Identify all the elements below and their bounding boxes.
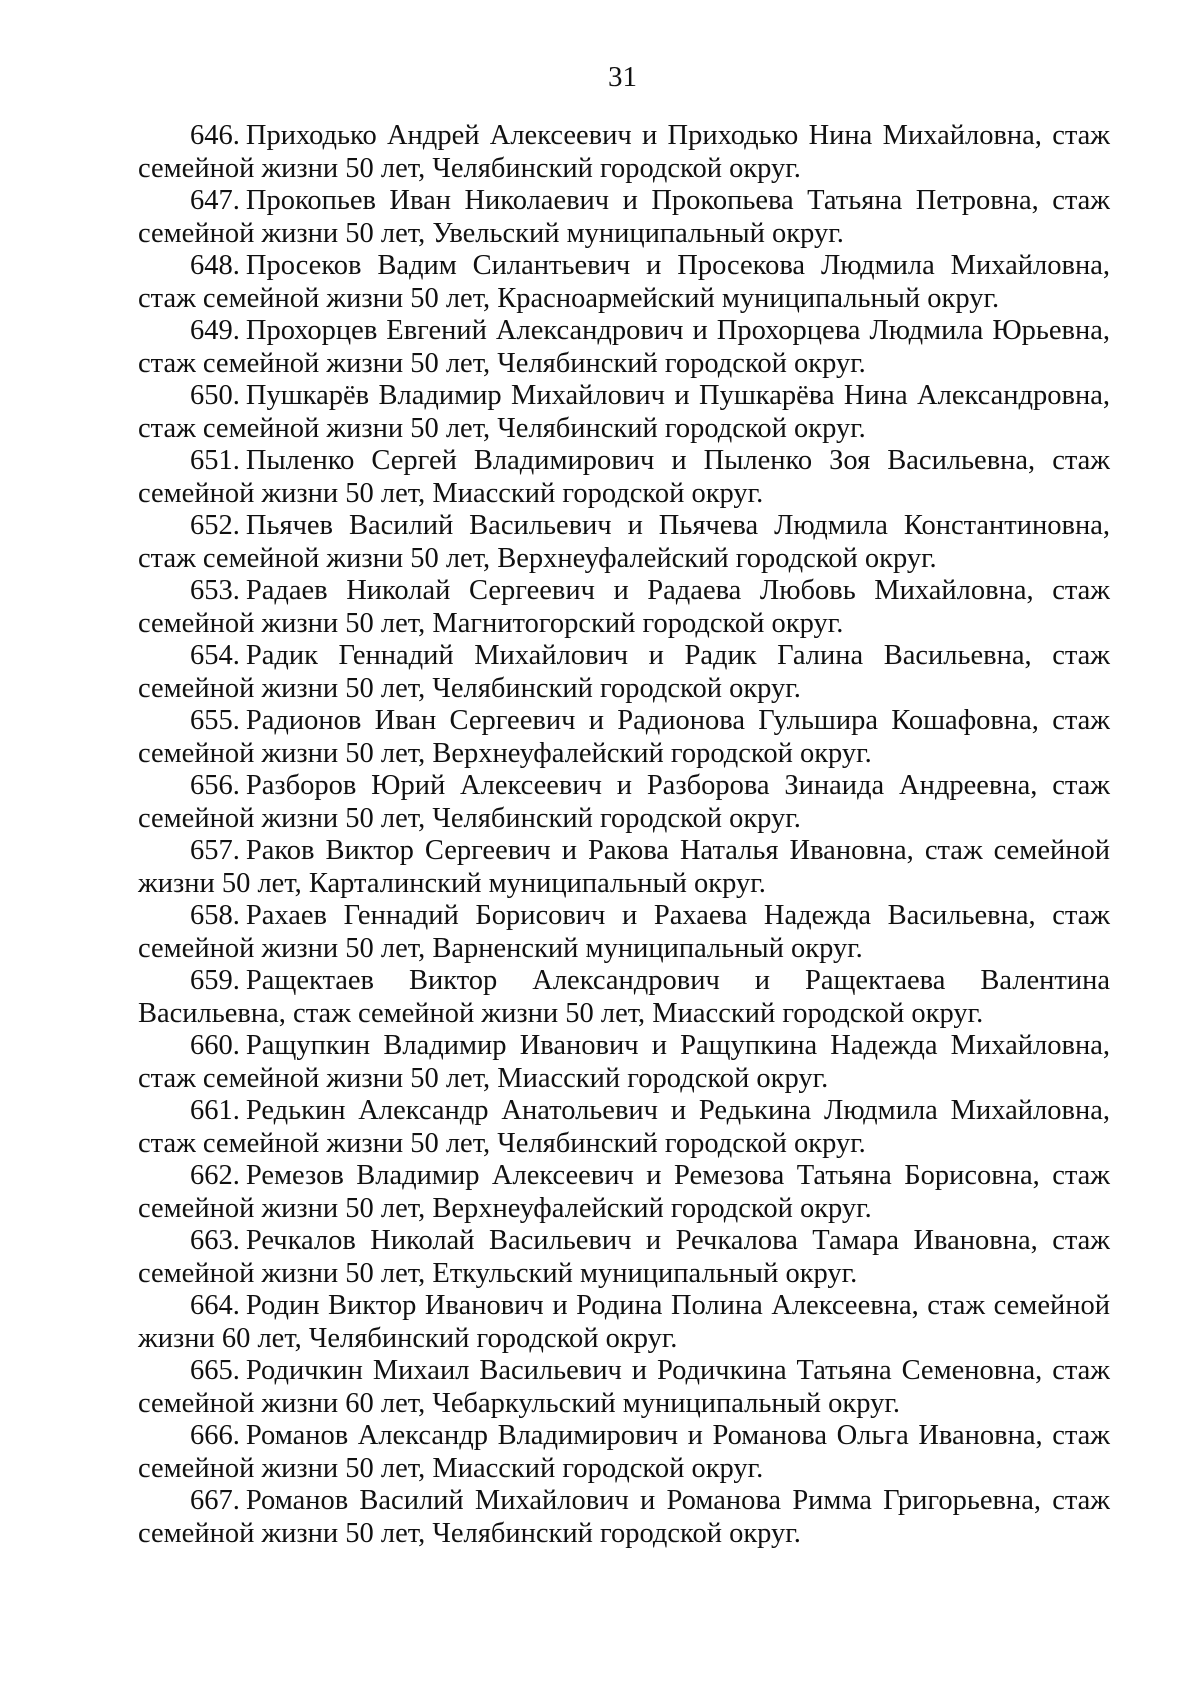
list-item xyxy=(138,445,1110,510)
entry-text: Пьячев Василий Васильевич и Пьячева Людмила Константиновна, стаж семейной жизни 50 лет, Верхнеуфалейский городской округ. xyxy=(138,510,1110,574)
list-item xyxy=(138,1160,1110,1225)
list-item xyxy=(138,770,1110,835)
entry-number: 646. xyxy=(190,120,240,151)
list-item xyxy=(138,120,1110,185)
entry-number: 665. xyxy=(190,1355,240,1386)
list-item xyxy=(138,1095,1110,1160)
list-item xyxy=(138,640,1110,705)
list-item xyxy=(138,185,1110,250)
list-item xyxy=(138,705,1110,770)
list-item xyxy=(138,900,1110,965)
entry-text: Рахаев Геннадий Борисович и Рахаева Надежда Васильевна, стаж семейной жизни 50 лет, Варненский муниципальный округ. xyxy=(138,900,1110,964)
entry-number: 660. xyxy=(190,1030,240,1061)
entry-text: Пушкарёв Владимир Михайлович и Пушкарёва Нина Александровна, стаж семейной жизни 50 лет, Челябинский городской округ. xyxy=(138,380,1110,444)
entry-number: 652. xyxy=(190,510,240,541)
entry-number: 655. xyxy=(190,705,240,736)
entry-text: Пыленко Сергей Владимирович и Пыленко Зоя Васильевна, стаж семейной жизни 50 лет, Миасский городской округ. xyxy=(138,445,1110,509)
entry-number: 653. xyxy=(190,575,240,606)
list-item xyxy=(138,510,1110,575)
entry-number: 650. xyxy=(190,380,240,411)
entry-number: 654. xyxy=(190,640,240,671)
entry-number: 664. xyxy=(190,1290,240,1321)
entry-text: Приходько Андрей Алексеевич и Приходько Нина Михайловна, стаж семейной жизни 50 лет, Челябинский городской округ. xyxy=(138,120,1110,184)
entry-text: Родичкин Михаил Васильевич и Родичкина Татьяна Семеновна, стаж семейной жизни 60 лет, Чебаркульский муниципальный округ. xyxy=(138,1355,1110,1419)
entry-text: Романов Александр Владимирович и Романова Ольга Ивановна, стаж семейной жизни 50 лет, Миасский городской округ. xyxy=(138,1420,1110,1484)
entry-number: 656. xyxy=(190,770,240,801)
entry-text: Просеков Вадим Силантьевич и Просекова Людмила Михайловна, стаж семейной жизни 50 лет, Красноармейский муниципальный округ. xyxy=(138,250,1110,314)
entry-number: 662. xyxy=(190,1160,240,1191)
entries-list xyxy=(138,120,1110,1550)
entry-number: 659. xyxy=(190,965,240,996)
entry-text: Радионов Иван Сергеевич и Радионова Гульшира Кошафовна, стаж семейной жизни 50 лет, Верхнеуфалейский городской округ. xyxy=(138,705,1110,769)
page-number: 31 xyxy=(608,61,637,93)
entry-text: Радик Геннадий Михайлович и Радик Галина Васильевна, стаж семейной жизни 50 лет, Челябинский городской округ. xyxy=(138,640,1110,704)
list-item xyxy=(138,1225,1110,1290)
list-item xyxy=(138,380,1110,445)
entry-text: Родин Виктор Иванович и Родина Полина Алексеевна, стаж семейной жизни 60 лет, Челябинский городской округ. xyxy=(138,1290,1110,1354)
entry-number: 667. xyxy=(190,1485,240,1516)
entry-text: Романов Василий Михайлович и Романова Римма Григорьевна, стаж семейной жизни 50 лет, Челябинский городской округ. xyxy=(138,1485,1110,1549)
entry-text: Прохорцев Евгений Александрович и Прохорцева Людмила Юрьевна, стаж семейной жизни 50 лет, Челябинский городской округ. xyxy=(138,315,1110,379)
list-item xyxy=(138,1420,1110,1485)
list-item xyxy=(138,1030,1110,1095)
entry-text: Радаев Николай Сергеевич и Радаева Любовь Михайловна, стаж семейной жизни 50 лет, Магнитогорский городской округ. xyxy=(138,575,1110,639)
list-item xyxy=(138,1485,1110,1550)
entry-number: 649. xyxy=(190,315,240,346)
list-item xyxy=(138,250,1110,315)
entry-text: Речкалов Николай Васильевич и Речкалова Тамара Ивановна, стаж семейной жизни 50 лет, Еткульский муниципальный округ. xyxy=(138,1225,1110,1289)
list-item xyxy=(138,1355,1110,1420)
entry-text: Ращупкин Владимир Иванович и Ращупкина Надежда Михайловна, стаж семейной жизни 50 лет, Миасский городской округ. xyxy=(138,1030,1110,1094)
entry-text: Прокопьев Иван Николаевич и Прокопьева Татьяна Петровна, стаж семейной жизни 50 лет, Увельский муниципальный округ. xyxy=(138,185,1110,249)
entry-number: 658. xyxy=(190,900,240,931)
entry-number: 647. xyxy=(190,185,240,216)
entry-number: 648. xyxy=(190,250,240,281)
list-item xyxy=(138,575,1110,640)
entry-number: 663. xyxy=(190,1225,240,1256)
list-item xyxy=(138,315,1110,380)
entry-text: Ращектаев Виктор Александрович и Ращектаева Валентина Васильевна, стаж семейной жизни 50 лет, Миасский городской округ. xyxy=(138,965,1110,1029)
list-item xyxy=(138,835,1110,900)
entry-text: Разборов Юрий Алексеевич и Разборова Зинаида Андреевна, стаж семейной жизни 50 лет, Челябинский городской округ. xyxy=(138,770,1110,834)
entry-number: 661. xyxy=(190,1095,240,1126)
entry-text: Раков Виктор Сергеевич и Ракова Наталья Ивановна, стаж семейной жизни 50 лет, Карталинский муниципальный округ. xyxy=(138,835,1110,899)
list-item xyxy=(138,1290,1110,1355)
list-item xyxy=(138,965,1110,1030)
entry-text: Ремезов Владимир Алексеевич и Ремезова Татьяна Борисовна, стаж семейной жизни 50 лет, Верхнеуфалейский городской округ. xyxy=(138,1160,1110,1224)
entry-number: 666. xyxy=(190,1420,240,1451)
entry-number: 657. xyxy=(190,835,240,866)
entry-number: 651. xyxy=(190,445,240,476)
entry-text: Редькин Александр Анатольевич и Редькина Людмила Михайловна, стаж семейной жизни 50 лет, Челябинский городской округ. xyxy=(138,1095,1110,1159)
